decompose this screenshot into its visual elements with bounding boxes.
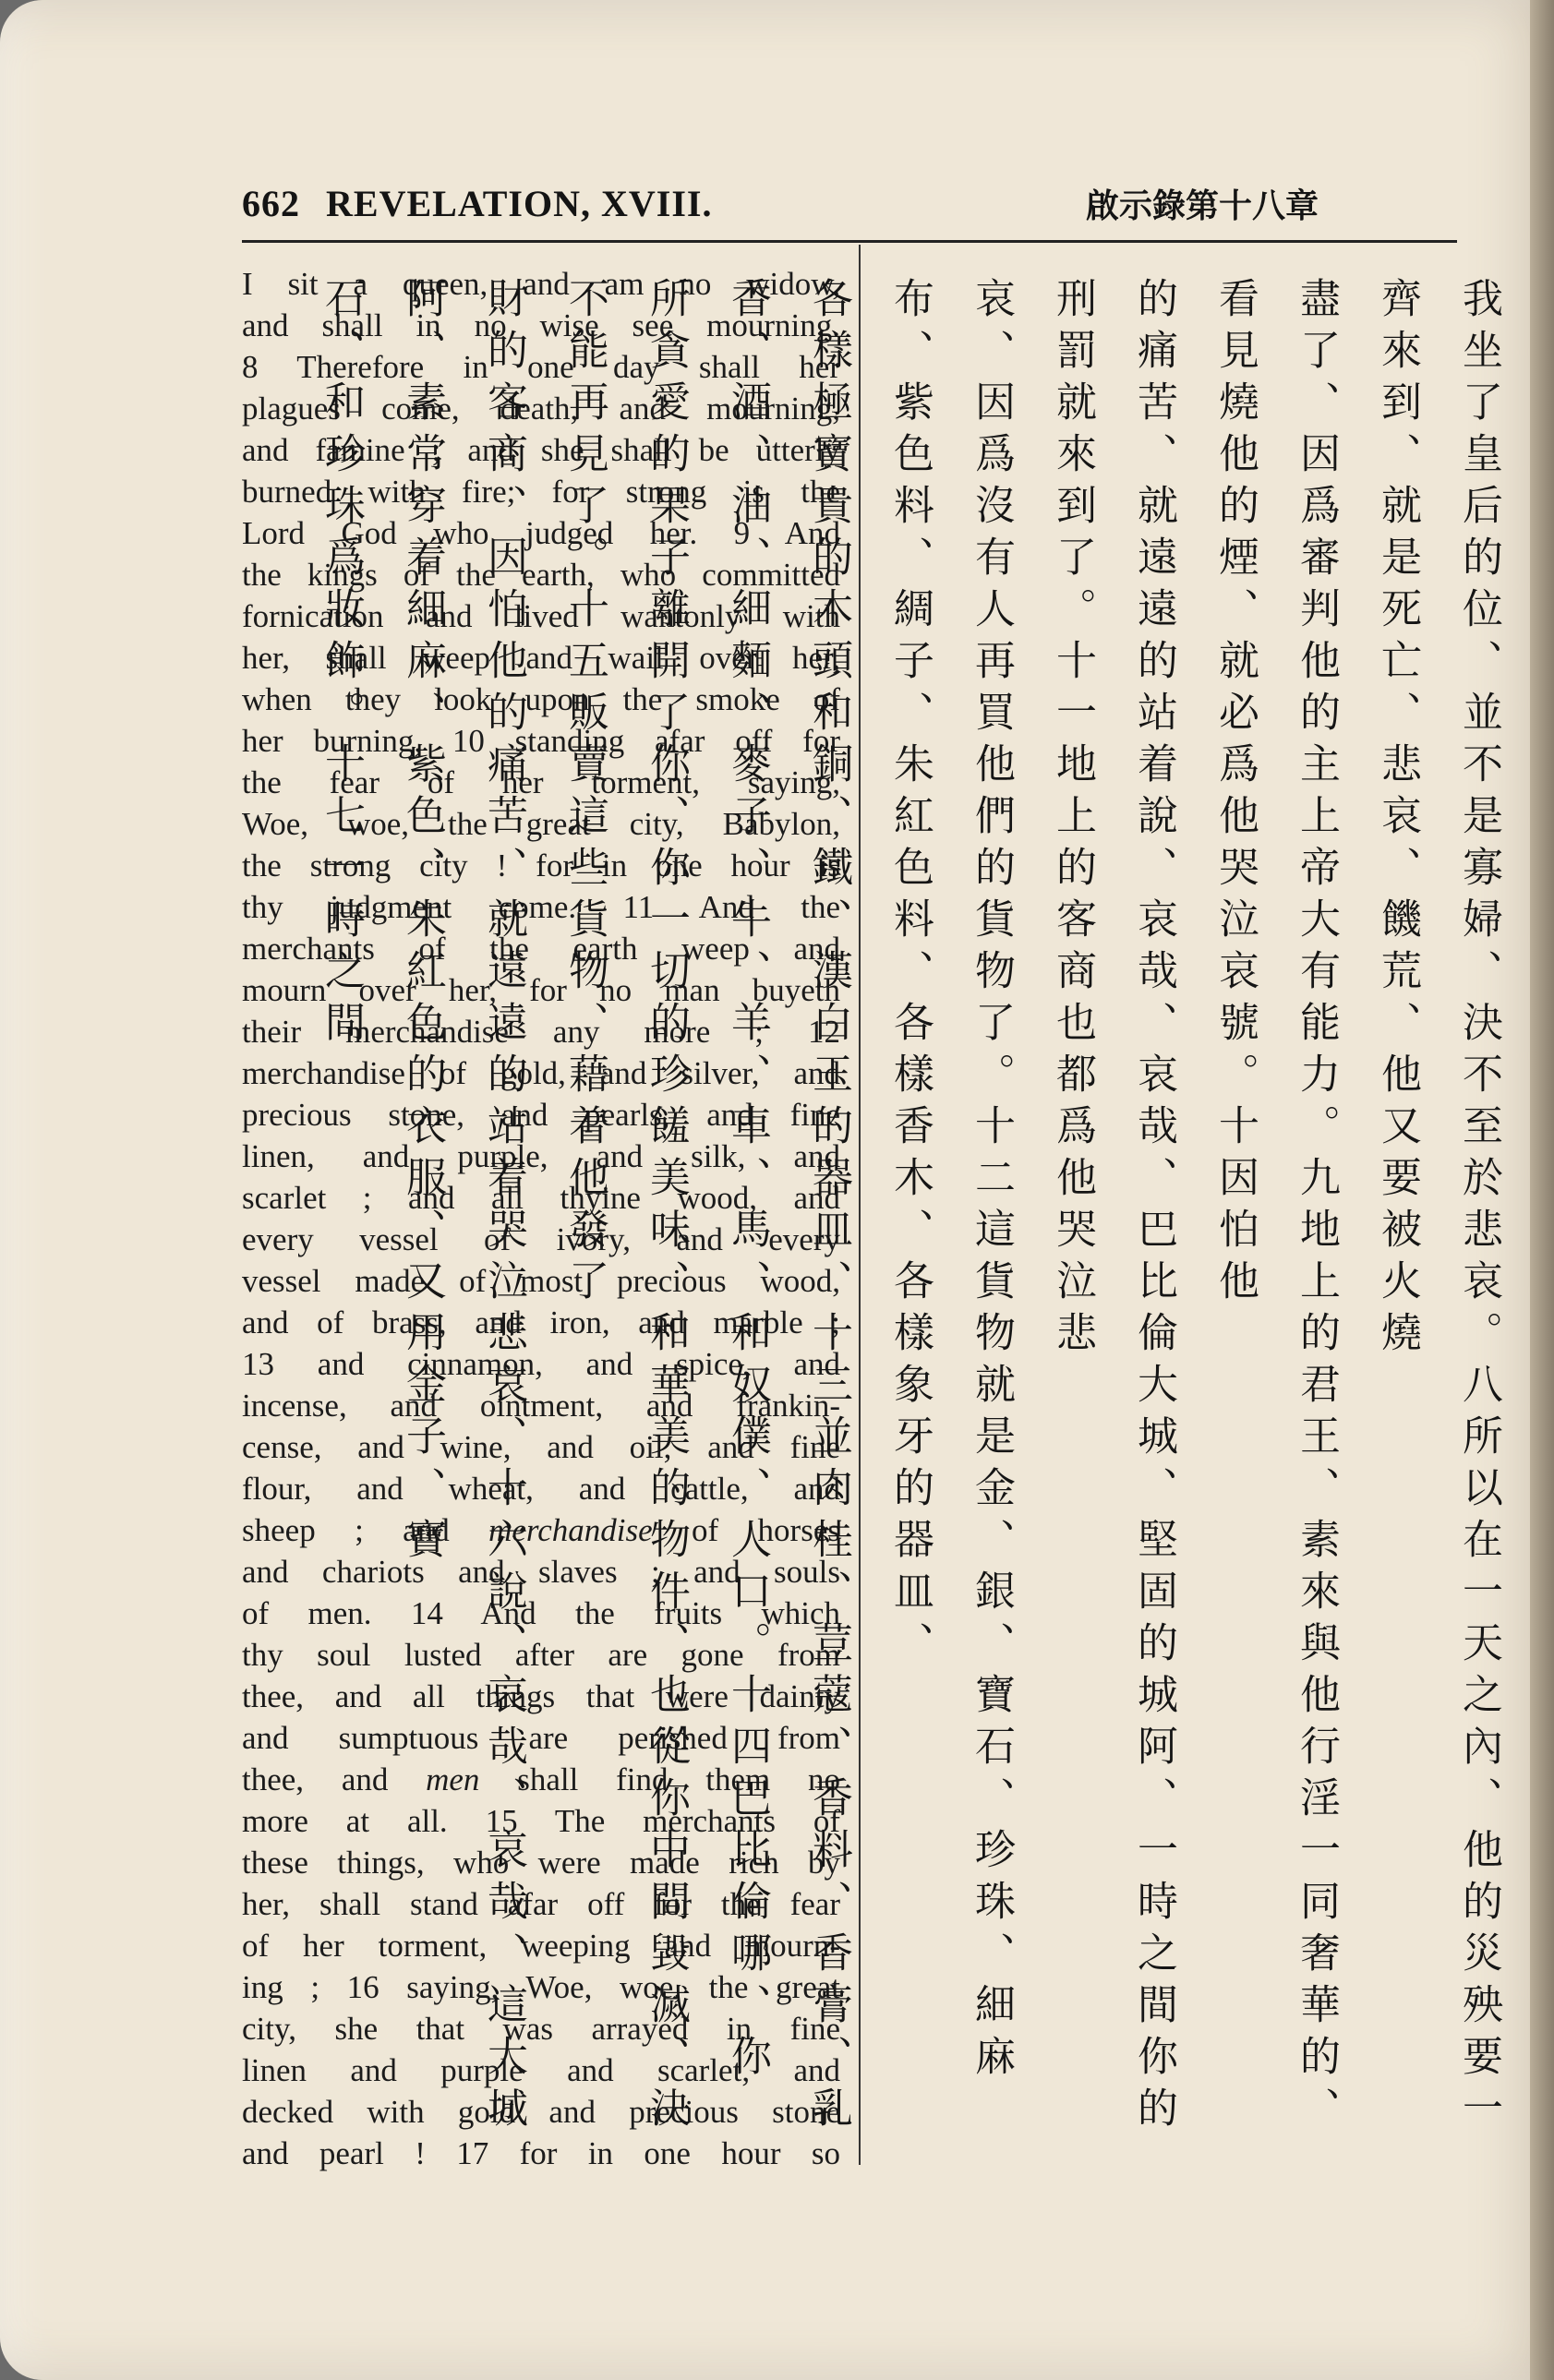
english-line: cense, and wine, and oil, and fine — [242, 1429, 840, 1465]
chinese-line: 的痛苦、就遠遠的站着說、哀哉、哀哉、巴比倫大城、堅固的城阿、一時之間你的刑罰就來到了。十一地上的客商也都爲他哭泣悲 — [1049, 277, 1177, 2138]
english-line: more at all. 15 The merchants of — [242, 1803, 840, 1839]
english-line: Lord God who judged her. 9 And — [242, 515, 840, 551]
english-line: and chariots and slaves ; and souls — [242, 1554, 840, 1590]
english-line: scarlet ; and all thyine wood, and — [242, 1180, 840, 1216]
chinese-line: 盡了、因爲審判他的主上帝大有能力。九地上的君王、素來與他行淫一同奢華的、看見燒他的煙、就必爲他哭泣哀號。十因怕他 — [1211, 277, 1340, 2138]
english-line: when they look upon the smoke of — [242, 681, 840, 717]
english-line: her, shall stand afar off for the fear — [242, 1886, 840, 1922]
running-head: REVELATION, XVIII. — [326, 182, 713, 224]
english-line: and sumptuous are perished from — [242, 1720, 840, 1756]
chinese-line: 各樣極寶貴的木頭和銅、鐵、漢白玉的器皿、十三並肉桂、荳蔻、香料、香膏、乳香、酒、油、細麵、麥子、牛、羊、車、馬、和奴僕、人口。十四巴比倫哪、你 — [724, 277, 852, 2138]
english-line: 8 Therefore in one day shall her — [242, 349, 840, 385]
english-line: the fear of her torment, saying, — [242, 764, 840, 800]
header-left — [242, 182, 712, 225]
english-line: flour, and wheat, and cattle, and — [242, 1471, 840, 1507]
english-line: incense, and ointment, and frankin- — [242, 1388, 840, 1424]
english-line: the kings of the earth, who committed — [242, 557, 840, 593]
english-line: of her torment, weeping and mourn- — [242, 1928, 840, 1964]
running-head-chinese: 啟示錄第十八章 — [1085, 186, 1319, 225]
english-line: merchants of the earth weep and — [242, 931, 840, 967]
english-line: thee, and men shall find them no — [242, 1761, 840, 1797]
english-line: precious stone, and pearls, and fine — [242, 1097, 840, 1133]
english-line: of men. 14 And the fruits which — [242, 1595, 840, 1631]
chinese-line: 財的客商、因怕他的痛苦、就遠遠的站着哭泣悲哀、十六說、哀哉、哀哉、這大城阿、素常穿着細麻、紫色、朱紅色的衣服、又用金子、寶 — [399, 277, 527, 2138]
english-line: her burning, 10 standing afar off for — [242, 723, 840, 759]
english-line: and famine ; and she shall be utterly — [242, 432, 840, 468]
english-line: I sit a queen, and am no widow, — [242, 266, 840, 302]
english-line: burned with fire; for strong is the — [242, 474, 840, 510]
chinese-line: 石、和珍珠爲妝飾。十七一時之間 — [318, 277, 365, 1052]
english-line: ing ; 16 saying, Woe, woe, the great — [242, 1969, 840, 2005]
english-line: thy judgment come. 11 And the — [242, 889, 840, 925]
english-line: linen and purple and scarlet, and — [242, 2052, 840, 2088]
english-line: 13 and cinnamon, and spice, and — [242, 1346, 840, 1382]
page-edge — [1530, 0, 1554, 2380]
chinese-line: 哀、因爲沒有人再買他們的貨物了。十二這貨物就是金、銀、寶石、珍珠、細麻布、紫色料、綢子、朱紅色料、各樣香木、各樣象牙的器皿、 — [886, 277, 1015, 2086]
english-line: vessel made of most precious wood, — [242, 1263, 840, 1299]
english-line: and pearl ! 17 for in one hour so — [242, 2135, 840, 2171]
english-line: thee, and all things that were dainty — [242, 1678, 840, 1714]
english-line: and of brass, and iron, and marble ; — [242, 1304, 840, 1340]
english-line: decked with gold and precious stone — [242, 2094, 840, 2130]
english-line: linen, and purple, and silk, and — [242, 1138, 840, 1174]
english-line: their merchandise any more ; 12 — [242, 1014, 840, 1050]
header-rule — [242, 240, 1457, 243]
chinese-line: 我坐了皇后的位、並不是寡婦、決不至於悲哀。八所以在一天之內、他的災殃要一齊來到、就是死亡、悲哀、饑荒、他又要被火燒 — [1374, 277, 1502, 2138]
english-line: thy soul lusted after are gone from — [242, 1637, 840, 1673]
english-line: her, shall weep and wail over her, — [242, 640, 840, 676]
english-line: Woe, woe, the great city, Babylon, — [242, 806, 840, 842]
page-number: 662 — [242, 182, 300, 224]
english-line: mourn over her, for no man buyeth — [242, 972, 840, 1008]
english-line: plagues come, death, and mourning, — [242, 391, 840, 427]
english-line: these things, who were made rich by — [242, 1845, 840, 1881]
english-line: city, she that was arrayed in fine — [242, 2011, 840, 2047]
page-header — [242, 175, 1457, 231]
english-line: every vessel of ivory, and every — [242, 1221, 840, 1257]
english-line: merchandise of gold, and silver, and — [242, 1055, 840, 1091]
english-line: and shall in no wise see mourning. — [242, 307, 840, 343]
english-line: sheep ; and merchandise of horses — [242, 1512, 840, 1548]
english-line: fornication and lived wantonly with — [242, 598, 840, 634]
english-line: the strong city ! for in one hour is — [242, 847, 840, 883]
chinese-line: 所貪愛的果子離開了你、你一切的珍饈美味、和華美的物件、也從你中間毀滅、決不能再見了。十五販賣這些貨物、藉着他發了 — [561, 277, 690, 2138]
